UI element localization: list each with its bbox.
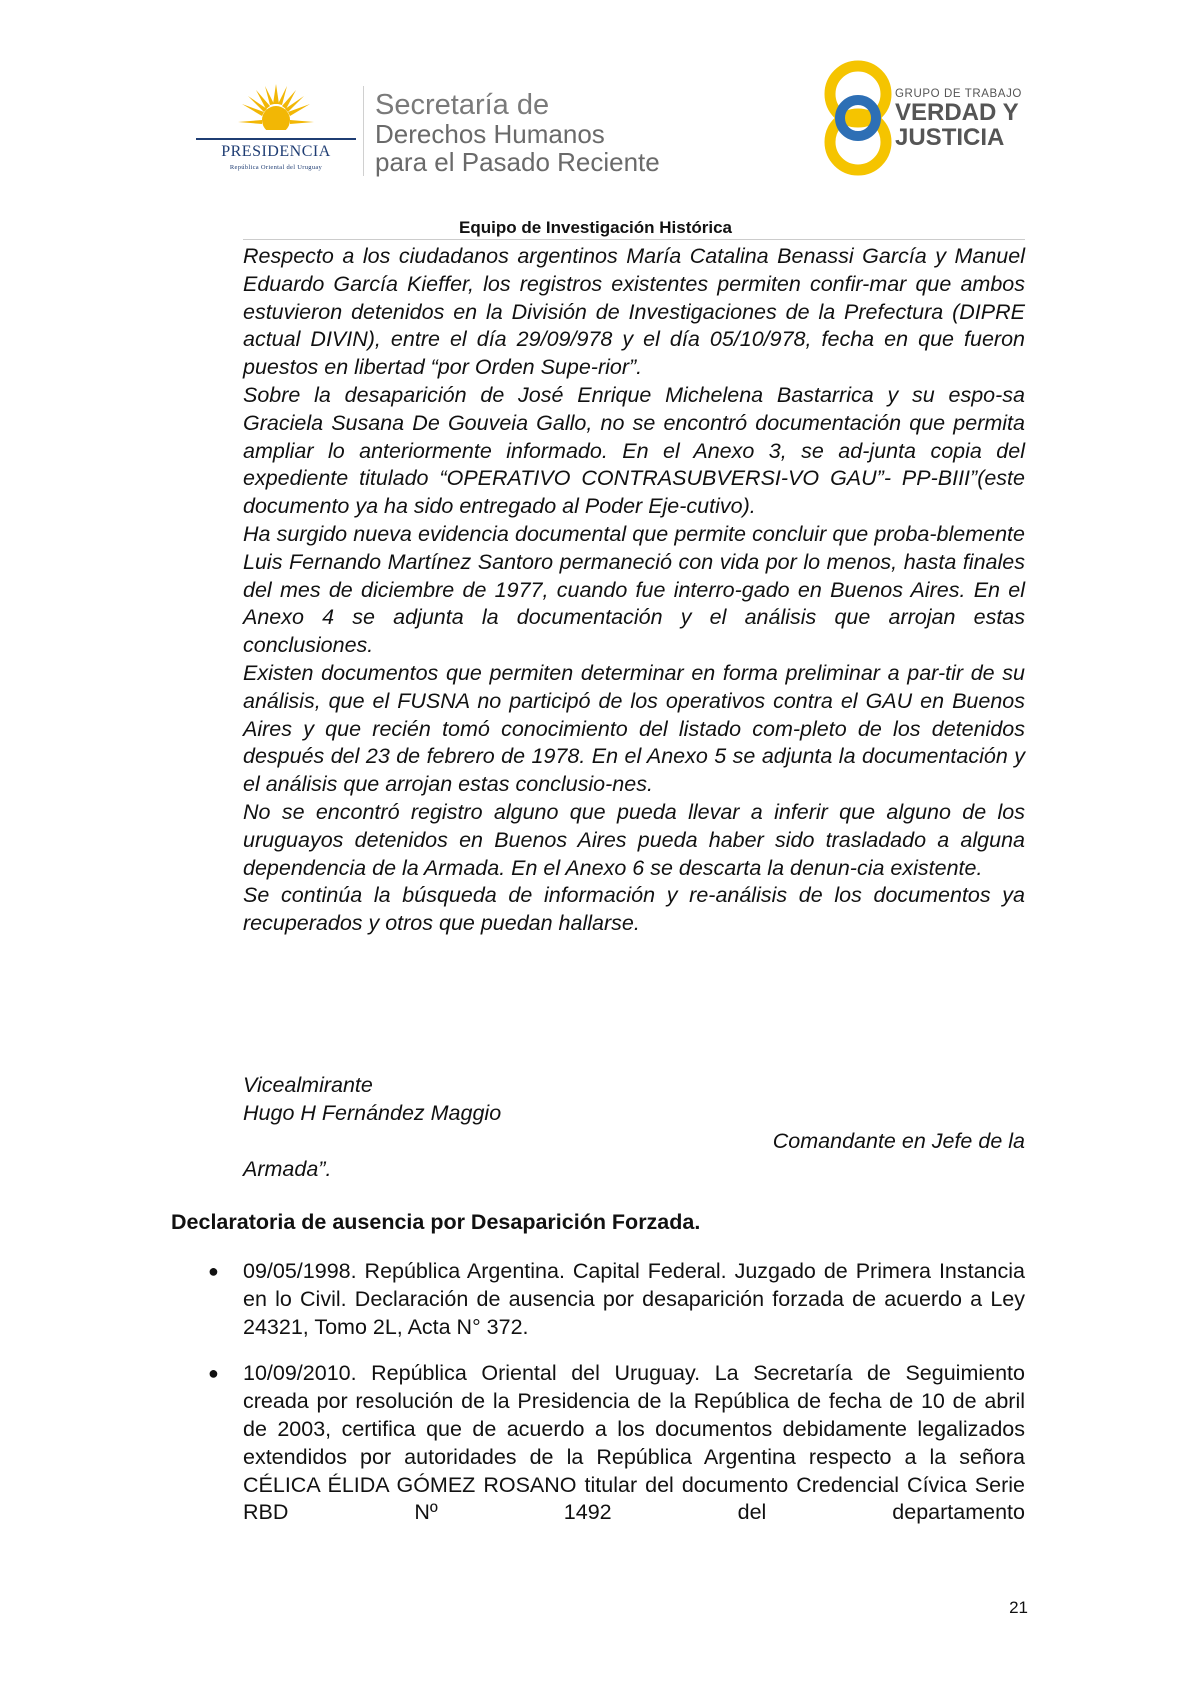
section-heading: Declaratoria de ausencia por Desaparición Forzada. — [171, 1210, 701, 1234]
team-title: Equipo de Investigación Histórica — [459, 218, 732, 237]
grupo-trabajo-line3: JUSTICIA — [895, 124, 1005, 151]
bullet-icon: ● — [208, 1261, 219, 1281]
interlocking-rings-icon — [820, 58, 900, 178]
quote-paragraph: No se encontró registro alguno que pueda llevar a inferir que alguno de los uruguayos detenidos en Buenos Aires pueda haber sido trasladado a alguna dependencia de la Armada. En el Anexo 6 se descarta la denun-cia existente. — [243, 799, 1025, 880]
presidencia-subtitle: República Oriental del Uruguay — [229, 164, 323, 171]
page-number: 21 — [1009, 1598, 1028, 1617]
quote-paragraph: Ha surgido nueva evidencia documental que permite concluir que proba-blemente Luis Fernando Martínez Santoro permaneció con vida por lo menos, hasta finales del mes de diciembre de 1977, cuando fue interro-gado en Buenos Aires. En el Anexo 4 se adjunta la documentación y el análisis que arrojan estas conclusiones. — [243, 521, 1025, 658]
declaration-list — [208, 1258, 1025, 1527]
presidencia-name: PRESIDENCIA — [221, 143, 331, 160]
signature-rank: Vicealmirante — [243, 1073, 373, 1097]
grupo-trabajo-line1: GRUPO DE TRABAJO — [895, 88, 1022, 100]
logo-rule — [196, 138, 356, 140]
list-item — [208, 1360, 1025, 1527]
secretaria-logo-text — [375, 90, 660, 176]
list-item-text: 09/05/1998. República Argentina. Capital Federal. Juzgado de Primera Instancia en lo Civil. Declaración de ausencia por desaparición forzada de acuerdo a Ley 24321, Tomo 2L, Acta N° 372. — [243, 1259, 1025, 1339]
signature-name: Hugo H Fernández Maggio — [243, 1101, 502, 1125]
signature-title: Comandante en Jefe de la — [772, 1129, 1025, 1153]
sun-emblem-icon — [236, 80, 316, 140]
page-header — [0, 0, 1191, 240]
logo-divider — [363, 86, 364, 176]
secretaria-line3: para el Pasado Reciente — [375, 147, 660, 177]
secretaria-line2: Derechos Humanos — [375, 119, 605, 149]
list-item — [208, 1258, 1025, 1341]
list-item-text: 10/09/2010. República Oriental del Uruguay. La Secretaría de Seguimiento creada por resolución de la Presidencia de la República de fecha de 10 de abril de 2003, certifica que de acuerdo a los documentos debidamente legalizados extendidos por autoridades de la República Argentina respecto a la señora CÉLICA ÉLIDA GÓMEZ ROSANO titular del documento Credencial Cívica Serie RBD Nº 1492 del departamento — [243, 1361, 1025, 1525]
signature-title-end: Armada”. — [243, 1157, 332, 1181]
quote-paragraph: Existen documentos que permiten determinar en forma preliminar a par-tir de su análisis, que el FUSNA no participó de los operativos contra el GAU en Buenos Aires y que recién tomó conocimiento del listado com-pleto de los detenidos después del 23 de febrero de 1978. En el Anexo 5 se adjunta la documentación y el análisis que arrojan estas conclusio-nes. — [243, 660, 1025, 797]
quote-paragraph: Sobre la desaparición de José Enrique Michelena Bastarrica y su espo-sa Graciela Susana De Gouveia Gallo, no se encontró documentación que permita ampliar lo anteriormente informado. En el Anexo 3, se ad-junta copia del expediente titulado “OPERATIVO CONTRASUBVERSI-VO GAU”- PP-BIII”(este documento ya ha sido entregado al Poder Eje-cutivo). — [243, 382, 1025, 519]
quote-paragraph: Respecto a los ciudadanos argentinos María Catalina Benassi García y Manuel Eduardo García Kieffer, los registros existentes permiten confir-mar que ambos estuvieron detenidos en la División de Investigaciones de la Prefectura (DIPRE actual DIVIN), entre el día 29/09/978 y el día 05/10/978, fecha en que fueron puestos en libertad “por Orden Supe-rior”. — [243, 244, 1025, 380]
presidencia-logo — [196, 80, 356, 180]
grupo-trabajo-logo-text — [895, 88, 1022, 150]
header-divider — [243, 239, 1025, 240]
quote-paragraph: Se continúa la búsqueda de información y re-análisis de los documentos ya recuperados y otros que puedan hallarse. — [243, 883, 1025, 936]
secretaria-line1: Secretaría de — [375, 89, 550, 121]
bullet-icon: ● — [208, 1363, 219, 1384]
quoted-report-body — [243, 243, 1025, 938]
grupo-trabajo-line2: VERDAD Y — [895, 99, 1019, 126]
